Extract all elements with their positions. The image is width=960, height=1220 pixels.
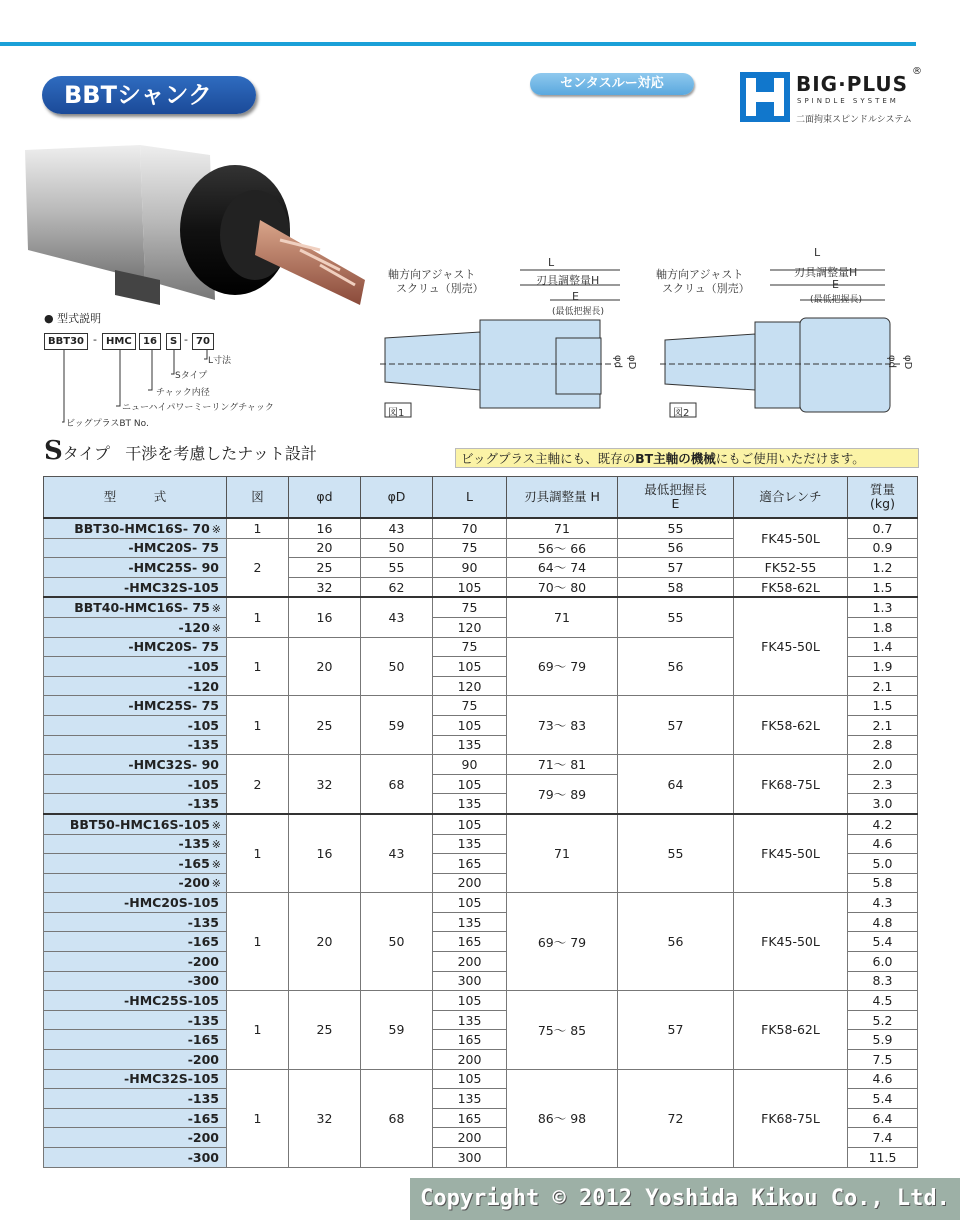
fig-cell: 1 <box>227 814 289 893</box>
mass-cell: 4.6 <box>848 834 918 854</box>
mass-cell: 4.8 <box>848 912 918 932</box>
h-cell: 75～ 85 <box>507 991 618 1069</box>
wrench-cell: FK52-55 <box>734 558 848 578</box>
mass-cell: 6.4 <box>848 1108 918 1128</box>
h-cell: 69～ 79 <box>507 637 618 696</box>
mass-cell: 2.0 <box>848 755 918 775</box>
col-l: L <box>433 477 507 519</box>
l-cell: 135 <box>433 1010 507 1030</box>
model-name: -200 <box>187 953 219 969</box>
table-row <box>44 814 918 834</box>
h-cell: 73～ 83 <box>507 696 618 755</box>
fig-cell: 1 <box>227 1069 289 1167</box>
e-cell: 55 <box>618 518 734 538</box>
model-name: -105 <box>187 717 219 733</box>
d-cell: 20 <box>289 538 361 558</box>
compatibility-notice <box>455 448 919 468</box>
model-note-mark: ※ <box>211 522 221 536</box>
big-d-cell: 43 <box>361 597 433 637</box>
l-cell: 200 <box>433 1050 507 1070</box>
l-cell: 105 <box>433 715 507 735</box>
model-cell <box>44 657 227 677</box>
e-cell: 56 <box>618 893 734 991</box>
wrench-cell: FK58-62L <box>734 991 848 1069</box>
wrench-cell: FK45-50L <box>734 814 848 893</box>
l-cell: 75 <box>433 597 507 617</box>
big-d-cell: 50 <box>361 538 433 558</box>
l-cell: 105 <box>433 814 507 834</box>
mass-cell: 5.4 <box>848 932 918 952</box>
col-fig: 図 <box>227 477 289 519</box>
l-cell: 135 <box>433 912 507 932</box>
model-cell <box>44 518 227 538</box>
legend-chuck-name: ニューハイパワーミーリングチャック <box>122 403 274 413</box>
big-d-cell: 62 <box>361 577 433 597</box>
model-name: -165 <box>187 1110 219 1126</box>
mass-cell: 8.3 <box>848 971 918 991</box>
model-name: -105 <box>187 776 219 792</box>
col-model: 型 式 <box>44 477 227 519</box>
mass-cell: 1.5 <box>848 577 918 597</box>
model-name: -200 <box>178 875 210 891</box>
d-cell: 20 <box>289 893 361 991</box>
model-name: -135 <box>187 796 219 812</box>
l-cell: 200 <box>433 873 507 893</box>
model-cell <box>44 952 227 972</box>
model-cell <box>44 577 227 597</box>
mass-cell: 1.5 <box>848 696 918 716</box>
model-name: -120 <box>187 678 219 694</box>
fig1-dim-h: 刃具調整量H <box>536 274 600 287</box>
l-cell: 165 <box>433 932 507 952</box>
model-cell <box>44 696 227 716</box>
model-name: -165 <box>178 855 210 871</box>
e-cell: 57 <box>618 991 734 1069</box>
h-cell: 69～ 79 <box>507 893 618 991</box>
legend-chuck-bore: チャック内径 <box>156 388 210 398</box>
mass-cell: 0.7 <box>848 518 918 538</box>
l-cell: 75 <box>433 538 507 558</box>
l-cell: 135 <box>433 1089 507 1109</box>
l-cell: 105 <box>433 774 507 794</box>
big-d-cell: 68 <box>361 755 433 814</box>
logo-text: BIG·PLUS <box>796 72 909 96</box>
fig2-dim-d: φd <box>886 355 897 368</box>
table-row <box>44 991 918 1011</box>
h-cell: 86～ 98 <box>507 1069 618 1167</box>
model-name: -200 <box>187 1130 219 1146</box>
logo-japanese-caption: 二面拘束スピンドルシステム <box>796 115 912 125</box>
model-cell <box>44 538 227 558</box>
d-cell: 16 <box>289 814 361 893</box>
h-cell: 56～ 66 <box>507 538 618 558</box>
model-cell <box>44 991 227 1011</box>
wrench-cell: FK45-50L <box>734 597 848 695</box>
legend-s-type: Sタイプ <box>175 371 208 381</box>
table-row <box>44 518 918 538</box>
mass-cell: 11.5 <box>848 1148 918 1168</box>
model-cell <box>44 912 227 932</box>
d-cell: 32 <box>289 577 361 597</box>
model-note-mark: ※ <box>211 818 221 832</box>
l-cell: 105 <box>433 991 507 1011</box>
table-row <box>44 577 918 597</box>
model-name: -165 <box>187 934 219 950</box>
model-name: BBT50-HMC16S-105 <box>69 816 210 832</box>
mass-cell: 2.1 <box>848 715 918 735</box>
e-cell: 56 <box>618 538 734 558</box>
fig-cell: 1 <box>227 518 289 538</box>
table-row <box>44 893 918 913</box>
model-name: -300 <box>187 1149 219 1165</box>
mass-cell: 1.2 <box>848 558 918 578</box>
model-cell <box>44 1128 227 1148</box>
h-cell: 71 <box>507 597 618 637</box>
d-cell: 25 <box>289 696 361 755</box>
l-cell: 75 <box>433 637 507 657</box>
e-cell: 55 <box>618 597 734 637</box>
fig1-screw-label: 軸方向アジャスト <box>388 268 476 281</box>
h-cell: 79～ 89 <box>507 774 618 814</box>
fig2-dim-e-note: (最低把握長) <box>810 295 863 305</box>
big-d-cell: 50 <box>361 893 433 991</box>
model-cell <box>44 597 227 617</box>
model-cell <box>44 854 227 874</box>
l-cell: 300 <box>433 971 507 991</box>
h-cell: 71 <box>507 814 618 893</box>
model-name: -HMC32S- 90 <box>128 756 219 772</box>
e-cell: 57 <box>618 558 734 578</box>
h-cell: 64～ 74 <box>507 558 618 578</box>
code-type: S <box>166 333 181 350</box>
l-cell: 135 <box>433 794 507 814</box>
fig2-label: 図2 <box>673 408 690 419</box>
model-name: -HMC20S-105 <box>124 895 219 911</box>
mass-cell: 1.3 <box>848 597 918 617</box>
wrench-cell: FK58-62L <box>734 696 848 755</box>
logo-registered-mark: ® <box>912 66 922 77</box>
l-cell: 105 <box>433 657 507 677</box>
mass-cell: 0.9 <box>848 538 918 558</box>
page-title: BBTシャンク <box>42 76 256 114</box>
col-h: 刃具調整量 H <box>507 477 618 519</box>
l-cell: 300 <box>433 1148 507 1168</box>
e-cell: 64 <box>618 755 734 814</box>
wrench-cell: FK68-75L <box>734 755 848 814</box>
model-cell <box>44 893 227 913</box>
table-row <box>44 696 918 716</box>
model-cell <box>44 794 227 814</box>
e-cell: 72 <box>618 1069 734 1167</box>
model-name: -300 <box>187 973 219 989</box>
model-cell <box>44 1148 227 1168</box>
col-mass: 質量 (kg) <box>848 477 918 519</box>
mass-cell: 5.4 <box>848 1089 918 1109</box>
big-d-cell: 43 <box>361 814 433 893</box>
model-cell <box>44 715 227 735</box>
mass-cell: 2.3 <box>848 774 918 794</box>
fig1-dim-l: L <box>548 256 555 269</box>
big-d-cell: 59 <box>361 991 433 1069</box>
l-cell: 70 <box>433 518 507 538</box>
wrench-cell: FK68-75L <box>734 1069 848 1167</box>
fig2-dim-big-d: φD <box>902 355 913 370</box>
model-name: -HMC20S- 75 <box>128 639 219 655</box>
model-note-mark: ※ <box>211 857 221 871</box>
l-cell: 120 <box>433 676 507 696</box>
big-d-cell: 59 <box>361 696 433 755</box>
model-name: BBT30-HMC16S- 70 <box>74 520 210 536</box>
model-cell <box>44 1030 227 1050</box>
l-cell: 105 <box>433 893 507 913</box>
big-d-cell: 68 <box>361 1069 433 1167</box>
e-cell: 55 <box>618 814 734 893</box>
fig2-dim-h: 刃具調整量H <box>794 266 858 279</box>
l-cell: 135 <box>433 834 507 854</box>
l-cell: 90 <box>433 755 507 775</box>
fig1-label: 図1 <box>388 408 405 419</box>
fig-cell: 2 <box>227 538 289 597</box>
table-header-row <box>44 477 918 519</box>
logo-subtitle: SPINDLE SYSTEM <box>797 97 899 105</box>
big-d-cell: 50 <box>361 637 433 696</box>
mass-cell: 1.4 <box>848 637 918 657</box>
fig2-dim-l: L <box>814 246 821 259</box>
fig1-dim-e-note: (最低把握長) <box>552 307 605 317</box>
col-d: φd <box>289 477 361 519</box>
e-cell: 57 <box>618 696 734 755</box>
fig-cell: 2 <box>227 755 289 814</box>
l-cell: 200 <box>433 952 507 972</box>
model-cell <box>44 932 227 952</box>
model-note-mark: ※ <box>211 621 221 635</box>
model-cell <box>44 1089 227 1109</box>
col-wrench: 適合レンチ <box>734 477 848 519</box>
l-cell: 165 <box>433 1030 507 1050</box>
h-cell: 71～ 81 <box>507 755 618 775</box>
model-name: -HMC20S- 75 <box>128 540 219 556</box>
s-type-description: 干渉を考慮したナット設計 <box>125 444 317 463</box>
mass-cell: 2.8 <box>848 735 918 755</box>
big-d-cell: 43 <box>361 518 433 538</box>
mass-cell: 4.2 <box>848 814 918 834</box>
d-cell: 16 <box>289 518 361 538</box>
model-note-mark: ※ <box>211 877 221 891</box>
mass-cell: 5.9 <box>848 1030 918 1050</box>
mass-cell: 2.1 <box>848 676 918 696</box>
mass-cell: 3.0 <box>848 794 918 814</box>
model-cell <box>44 735 227 755</box>
h-cell: 70～ 80 <box>507 577 618 597</box>
s-type-heading <box>44 436 317 466</box>
fig2-screw-label-2: スクリュ（別売） <box>662 282 750 295</box>
fig1-dim-e: E <box>572 290 579 303</box>
d-cell: 32 <box>289 755 361 814</box>
model-name: -135 <box>187 737 219 753</box>
mass-cell: 1.8 <box>848 617 918 637</box>
table-row <box>44 1069 918 1089</box>
model-name: -120 <box>178 619 210 635</box>
mass-cell: 4.6 <box>848 1069 918 1089</box>
model-cell <box>44 755 227 775</box>
wrench-cell: FK45-50L <box>734 518 848 558</box>
l-cell: 75 <box>433 696 507 716</box>
model-name: -105 <box>187 658 219 674</box>
mass-cell: 4.5 <box>848 991 918 1011</box>
model-name: -HMC25S- 90 <box>128 559 219 575</box>
code-dash: - <box>184 333 188 346</box>
l-cell: 90 <box>433 558 507 578</box>
fig-cell: 1 <box>227 991 289 1069</box>
l-cell: 135 <box>433 735 507 755</box>
col-e: 最低把握長 E <box>618 477 734 519</box>
big-plus-logo-icon <box>740 72 790 122</box>
model-name: -HMC25S- 75 <box>128 698 219 714</box>
e-cell: 56 <box>618 637 734 696</box>
code-bore: 16 <box>139 333 161 350</box>
model-cell <box>44 1108 227 1128</box>
s-type-suffix: タイプ <box>62 444 110 463</box>
top-rule <box>0 42 916 46</box>
legend-bt-no: ビッグプラスBT No. <box>66 419 149 429</box>
mass-cell: 5.8 <box>848 873 918 893</box>
l-cell: 105 <box>433 1069 507 1089</box>
mass-cell: 4.3 <box>848 893 918 913</box>
model-cell <box>44 1010 227 1030</box>
model-cell <box>44 1069 227 1089</box>
product-photo <box>20 130 380 320</box>
center-through-badge: センタスルー対応 <box>530 73 694 95</box>
model-cell <box>44 873 227 893</box>
notice-text-bold: BT主軸の機械 <box>635 451 716 466</box>
model-cell <box>44 617 227 637</box>
d-cell: 20 <box>289 637 361 696</box>
code-chuck: HMC <box>102 333 136 350</box>
model-cell <box>44 637 227 657</box>
mass-cell: 5.0 <box>848 854 918 874</box>
table-row <box>44 755 918 775</box>
model-name: -135 <box>178 836 210 852</box>
table-row <box>44 597 918 617</box>
notice-text-pre: ビッグプラス主軸にも、既存の <box>461 451 636 466</box>
model-cell <box>44 558 227 578</box>
e-cell: 58 <box>618 577 734 597</box>
l-cell: 165 <box>433 854 507 874</box>
d-cell: 32 <box>289 1069 361 1167</box>
copyright-banner: Copyright © 2012 Yoshida Kikou Co., Ltd. <box>410 1178 960 1220</box>
code-bt-no: BBT30 <box>44 333 88 350</box>
code-dash: - <box>93 333 97 346</box>
mass-cell: 6.0 <box>848 952 918 972</box>
wrench-cell: FK45-50L <box>734 893 848 991</box>
l-cell: 165 <box>433 1108 507 1128</box>
wrench-cell: FK58-62L <box>734 577 848 597</box>
spec-table <box>43 476 918 1168</box>
model-cell <box>44 971 227 991</box>
model-cell <box>44 834 227 854</box>
l-cell: 105 <box>433 577 507 597</box>
col-big-d: φD <box>361 477 433 519</box>
model-name: -200 <box>187 1051 219 1067</box>
code-length: 70 <box>192 333 214 350</box>
fig2-dim-e: E <box>832 278 839 291</box>
model-name: -135 <box>187 1012 219 1028</box>
fig2-screw-label: 軸方向アジャスト <box>656 268 744 281</box>
model-cell <box>44 814 227 834</box>
fig-cell: 1 <box>227 893 289 991</box>
l-cell: 200 <box>433 1128 507 1148</box>
big-d-cell: 55 <box>361 558 433 578</box>
model-cell <box>44 676 227 696</box>
notice-text-post: にもご使用いただけます。 <box>715 451 865 466</box>
d-cell: 16 <box>289 597 361 637</box>
model-name: -135 <box>187 1091 219 1107</box>
model-cell <box>44 774 227 794</box>
model-name: -HMC32S-105 <box>124 1071 219 1087</box>
fig1-dim-d: φd <box>612 355 623 368</box>
fig1-screw-label-2: スクリュ（別売） <box>396 282 484 295</box>
model-name: -135 <box>187 914 219 930</box>
d-cell: 25 <box>289 558 361 578</box>
legend-l-dimension: L寸法 <box>208 356 232 366</box>
h-cell: 71 <box>507 518 618 538</box>
l-cell: 120 <box>433 617 507 637</box>
model-note-mark: ※ <box>211 838 221 852</box>
mass-cell: 1.9 <box>848 657 918 677</box>
fig1-dim-big-d: φD <box>626 355 637 370</box>
d-cell: 25 <box>289 991 361 1069</box>
table-row <box>44 558 918 578</box>
mass-cell: 7.4 <box>848 1128 918 1148</box>
model-cell <box>44 1050 227 1070</box>
model-name: -HMC25S-105 <box>124 993 219 1009</box>
model-explanation-heading: ● 型式説明 <box>44 312 102 325</box>
s-type-letter: S <box>44 436 63 466</box>
fig-cell: 1 <box>227 597 289 637</box>
model-note-mark: ※ <box>211 602 221 616</box>
mass-cell: 7.5 <box>848 1050 918 1070</box>
model-name: -HMC32S-105 <box>124 579 219 595</box>
mass-cell: 5.2 <box>848 1010 918 1030</box>
model-name: BBT40-HMC16S- 75 <box>74 600 210 616</box>
fig-cell: 1 <box>227 696 289 755</box>
model-name: -165 <box>187 1032 219 1048</box>
fig-cell: 1 <box>227 637 289 696</box>
